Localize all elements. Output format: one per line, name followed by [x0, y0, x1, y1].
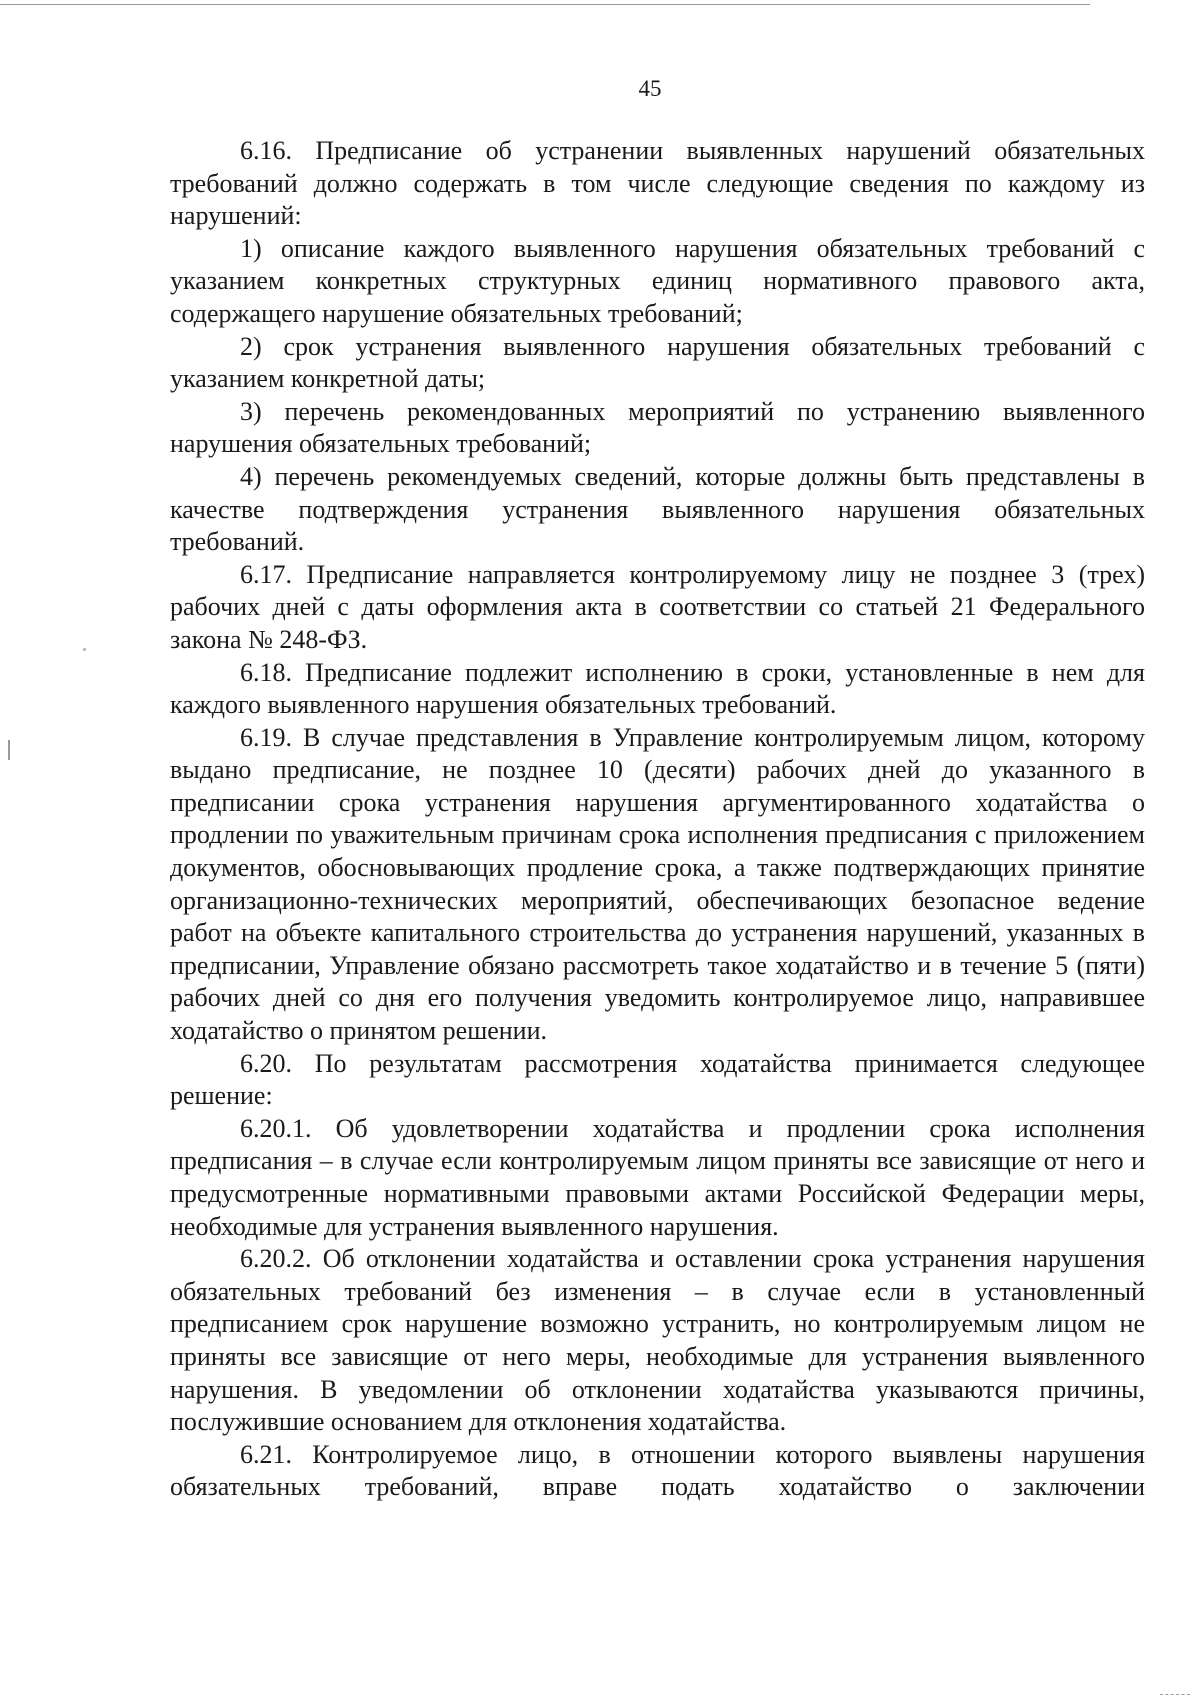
scan-margin-mark [8, 740, 10, 760]
paragraph-6-20-1: 6.20.1. Об удовлетворении ходатайства и продлении срока исполнения предписания – в случае если контролируемым лицом приняты все зависящие от него и предусмотренные нормативными правовыми актами Российской Федерации меры, необходимые для устранения выявленного нарушения. [170, 1113, 1145, 1241]
paragraph-6-18: 6.18. Предписание подлежит исполнению в сроки, установленные в нем для каждого выявленного нарушения обязательных требований. [170, 657, 1145, 720]
paragraph-6-16: 6.16. Предписание об устранении выявленных нарушений обязательных требований должно содержать в том числе следующие сведения по каждому из нарушений: [170, 136, 1145, 231]
scan-corner-mark [1160, 1694, 1190, 1696]
list-item-4: 4) перечень рекомендуемых сведений, которые должны быть представлены в качестве подтверждения устранения выявленного нарушения обязательных требований. [170, 461, 1145, 557]
paragraph-6-20-2: 6.20.2. Об отклонении ходатайства и оставлении срока устранения нарушения обязательных требований без изменения – в случае если в установленный предписанием срок нарушение возможно устранить, но контролируемым лицом не приняты все зависящие от него меры, необходимые для устранения выявленного нарушения. В уведомлении об отклонении ходатайства указываются причины, послужившие основанием для отклонения ходатайства. [170, 1244, 1145, 1437]
page-number: 45 [638, 76, 662, 101]
list-item-1: 1) описание каждого выявленного нарушения обязательных требований с указанием конкретных структурных единиц нормативного правового акта, содержащего нарушение обязательных требований; [170, 233, 1145, 328]
paragraph-6-20: 6.20. По результатам рассмотрения ходатайства принимается следующее решение: [170, 1048, 1145, 1111]
scan-edge-line [0, 4, 1090, 5]
document-body [170, 135, 1145, 1504]
scan-speck [83, 648, 86, 651]
paragraph-6-21: 6.21. Контролируемое лицо, в отношении которого выявлены нарушения обязательных требований, вправе подать ходатайство о заключении [170, 1439, 1145, 1502]
list-item-3: 3) перечень рекомендованных мероприятий по устранению выявленного нарушения обязательных требований; [170, 396, 1145, 459]
paragraph-6-17: 6.17. Предписание направляется контролируемому лицу не позднее 3 (трех) рабочих дней с даты оформления акта в соответствии со статьей 21 Федерального закона № 248-ФЗ. [170, 559, 1145, 654]
paragraph-6-19: 6.19. В случае представления в Управление контролируемым лицом, которому выдано предписание, не позднее 10 (десяти) рабочих дней до указанного в предписании срока устранения нарушения аргументированного ходатайства о продлении по уважительным причинам срока исполнения предписания с приложением документов, обосновывающих продление срока, а также подтверждающих принятие организационно-технических мероприятий, обеспечивающих безопасное ведение работ на объекте капитального строительства до устранения нарушений, указанных в предписании, Управление обязано рассмотреть такое ходатайство и в течение 5 (пяти) рабочих дней со дня его получения уведомить контролируемое лицо, направившее ходатайство о принятом решении. [170, 722, 1145, 1046]
list-item-2: 2) срок устранения выявленного нарушения обязательных требований с указанием конкретной даты; [170, 331, 1145, 394]
